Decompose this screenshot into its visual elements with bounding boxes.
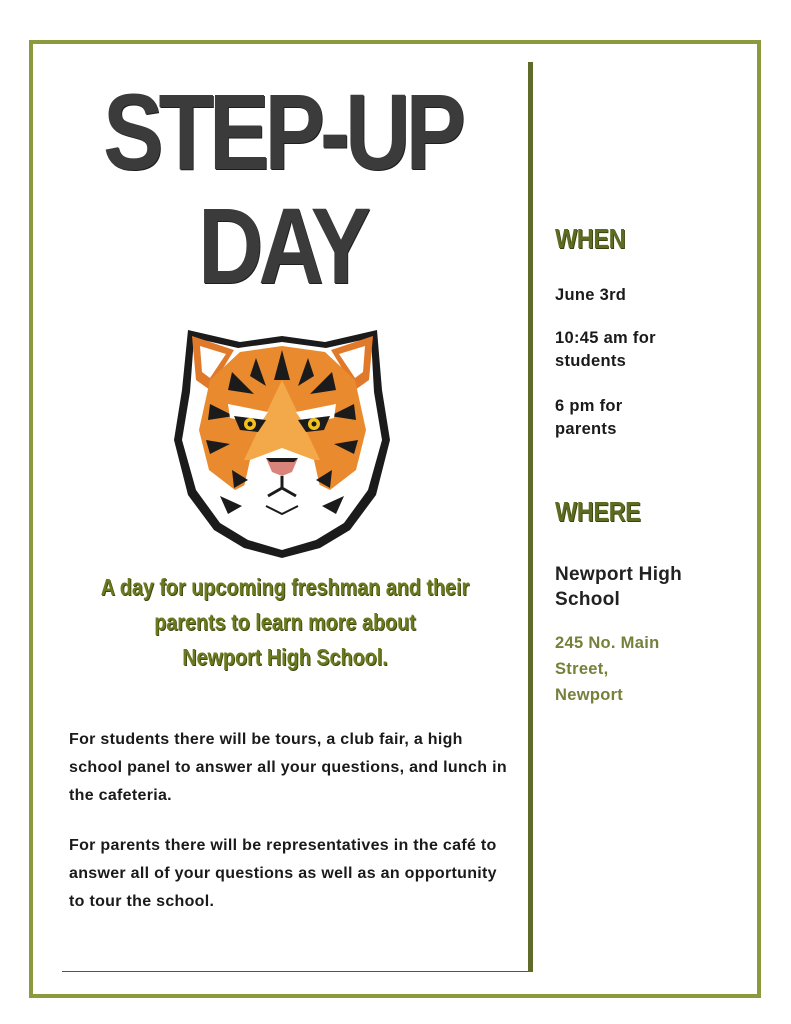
event-tagline xyxy=(74,570,495,675)
bottom-rule xyxy=(62,971,528,972)
when-heading: WHEN xyxy=(555,223,626,254)
parents-time-line-2: parents xyxy=(555,420,617,438)
title-line-2: DAY xyxy=(197,185,367,306)
event-date: June 3rd xyxy=(555,286,627,304)
title-line-1: STEP-UP xyxy=(103,71,461,192)
column-divider xyxy=(528,62,533,972)
address-line-3: Newport xyxy=(555,686,624,704)
tagline-line-1: A day for upcoming freshman and their xyxy=(100,574,470,600)
parents-time xyxy=(555,395,735,441)
address-line-2: Street, xyxy=(555,660,609,678)
parents-paragraph: For parents there will be representatives in the café to answer all of your questions as well as an opportunity to tour the school. xyxy=(69,837,497,910)
venue-name xyxy=(555,562,735,612)
tagline-line-2: parents to learn more about xyxy=(154,609,416,635)
tagline-line-3: Newport High School. xyxy=(182,644,388,670)
address-line-1: 245 No. Main xyxy=(555,634,660,652)
students-time xyxy=(555,327,735,373)
venue-address xyxy=(555,630,735,708)
where-heading: WHERE xyxy=(555,496,641,527)
students-time-line-2: students xyxy=(555,352,627,370)
parents-time-line-1: 6 pm for xyxy=(555,397,623,415)
tiger-head-icon xyxy=(170,320,395,560)
students-paragraph: For students there will be tours, a club fair, a high school panel to answer all your questions, and lunch in the cafeteria. xyxy=(69,731,507,804)
event-title xyxy=(62,70,502,306)
venue-line-1: Newport High xyxy=(555,564,683,585)
venue-line-2: School xyxy=(555,589,621,610)
students-time-line-1: 10:45 am for xyxy=(555,329,656,347)
